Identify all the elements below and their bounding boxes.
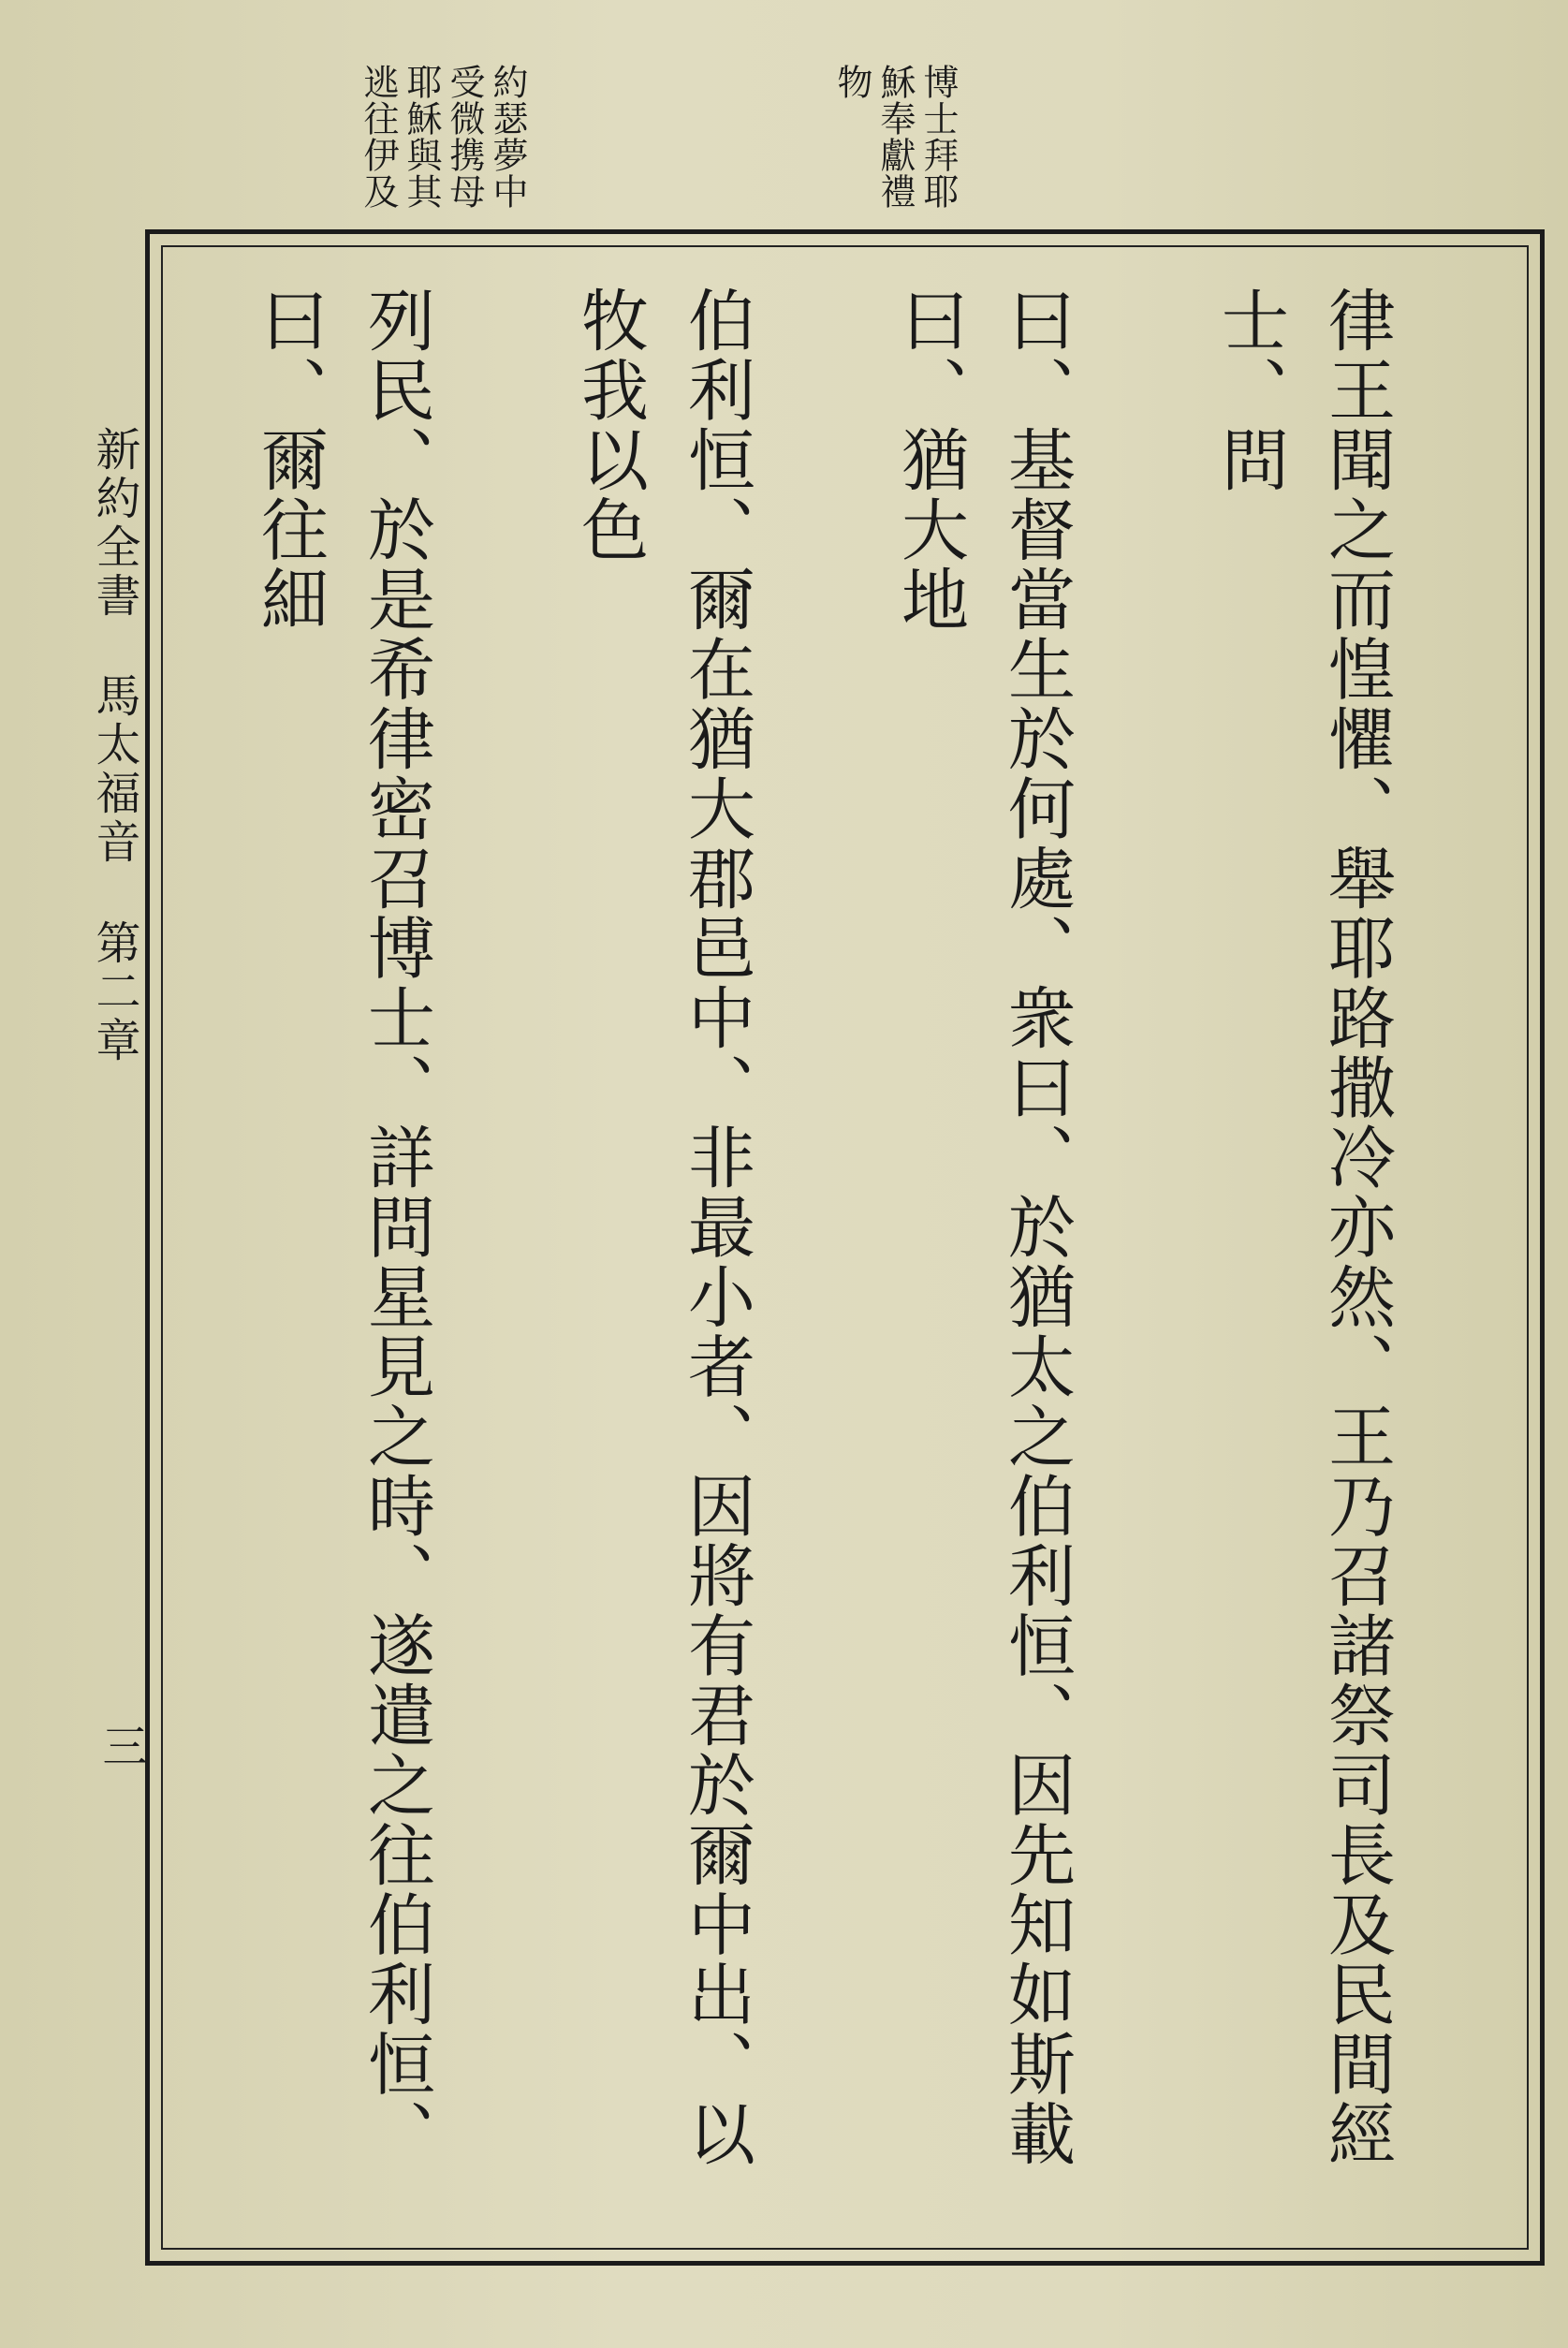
book-title: 新約全書 [88, 426, 140, 621]
page-number: 三 [95, 1723, 147, 1768]
headnote-left: 約瑟夢中受微携母耶穌與其逃往伊及 [358, 64, 528, 210]
gospel-title: 馬太福音 [88, 672, 140, 868]
chapter-label: 第二章 [88, 918, 140, 1065]
text-column-1: 律王聞之而惶懼、舉耶路撒冷亦然、王乃召諸祭司長及民間經士、問 [1210, 286, 1396, 2169]
headnote-right: 博士拜耶穌奉獻禮物 [831, 64, 959, 210]
running-title [82, 426, 147, 1166]
main-text [187, 286, 1517, 2233]
text-column-2: 曰、基督當生於何處、衆曰、於猶太之伯利恒、因先知如斯載曰、猶大地 [890, 286, 1076, 2169]
text-column-3: 伯利恒、爾在猶大郡邑中、非最小者、因將有君於爾中出、以牧我以色 [570, 286, 755, 2169]
text-column-4: 列民、於是希律密召博士、詳問星見之時、遂遣之往伯利恒、曰、爾往細 [250, 286, 435, 2169]
